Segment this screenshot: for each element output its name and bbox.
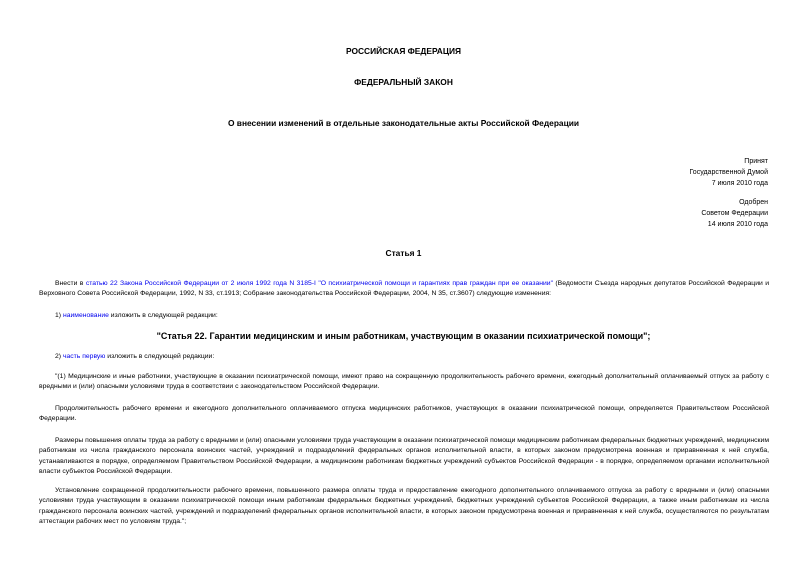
intro-suffix: (Ведомости Съезда народных депутатов Российской Федерации и Верховного Совета Российской Федерации, 1992, N 33, ст.1913; Собрание законодательства Российской Федерации, 2004, N 35, ст.3607) следующие изменения: [39,280,769,298]
law-article-link[interactable]: статью 22 Закона Российской Федерации от 2 июля 1992 года N 3185-I "О психиатрической помощи и гарантиях прав граждан при ее оказании" [85,280,553,287]
paragraph-3: Размеры повышения оплаты труда за работу с вредными и (или) опасными условиями труда участвующим в оказании психиатрической помощи медицинским работникам федеральных бюджетных учреждений, медицинским работникам из числа гражданского персонала воинских частей, учреждений и подразделений федеральных органов исполнительной власти, в которых законом предусмотрена военная и приравненная к ней служба, устанавливаются в порядке, определяемом Правительством Российской Федерации, а медицинским работникам бюджетных учреждений субъектов Российской Федерации - в порядке, определяемом органами исполнительной власти субъектов Российской Федерации. [39,437,769,475]
article-intro [39,279,769,300]
item-2-prefix: 2) [55,353,63,360]
item-1-prefix: 1) [55,312,63,319]
adopted-line-3: 7 июля 2010 года [711,180,768,187]
paragraph-2: Продолжительность рабочего времени и ежегодного дополнительного оплачиваемого отпуска медицинских работников, участвующих в оказании психиатрической помощи, определяется Правительством Российской Федерации. [39,405,769,423]
item-1-suffix: изложить в следующей редакции: [108,312,218,319]
new-article-title: "Статья 22. Гарантии медицинским и иным работникам, участвующим в оказании психиатрической помощи"; [156,331,651,341]
approved-line-3: 14 июля 2010 года [707,221,768,228]
item-2-suffix: изложить в следующей редакции: [105,353,215,360]
adopted-block [689,156,768,189]
approved-block [701,197,768,230]
article-heading: Статья 1 [385,248,422,258]
law-title: О внесении изменений в отдельные законодательные акты Российской Федерации [227,118,580,128]
item-1 [39,311,769,321]
approved-line-1: Одобрен [739,199,768,206]
adopted-line-1: Принят [744,158,768,165]
adopted-line-2: Государственной Думой [689,169,768,176]
item-2 [39,352,769,362]
paragraph-4: Установление сокращенной продолжительности рабочего времени, повышенного размера оплаты труда и предоставление ежегодного дополнительного оплачиваемого отпуска за работу с вредными и (или) опасными условиями труда участвующим в оказании психиатрической помощи иным работникам федеральных бюджетных учреждений, бюджетных учреждений субъектов Российской Федерации, а также иным работникам из числа гражданского персонала воинских частей, учреждений и подразделений федеральных органов исполнительной власти, в которых законом предусмотрена военная и приравненная к ней служба, осуществляются по результатам аттестации рабочих мест по условиям труда."; [39,487,769,525]
country-heading: РОССИЙСКАЯ ФЕДЕРАЦИЯ [345,46,462,56]
part-one-link[interactable]: часть первую [62,353,106,360]
paragraph-1: "(1) Медицинские и иные работники, участвующие в оказании психиатрической помощи, имеют право на сокращенную продолжительность рабочего времени, ежегодный дополнительный оплачиваемый отпуск за работу с вредными и (или) опасными условиями труда в соответствии с законодательством Российской Федерации. [39,373,769,391]
title-link[interactable]: наименование [62,312,109,319]
approved-line-2: Советом Федерации [701,210,768,217]
intro-prefix: Внести в [55,280,86,287]
law-type-heading: ФЕДЕРАЛЬНЫЙ ЗАКОН [354,77,453,87]
